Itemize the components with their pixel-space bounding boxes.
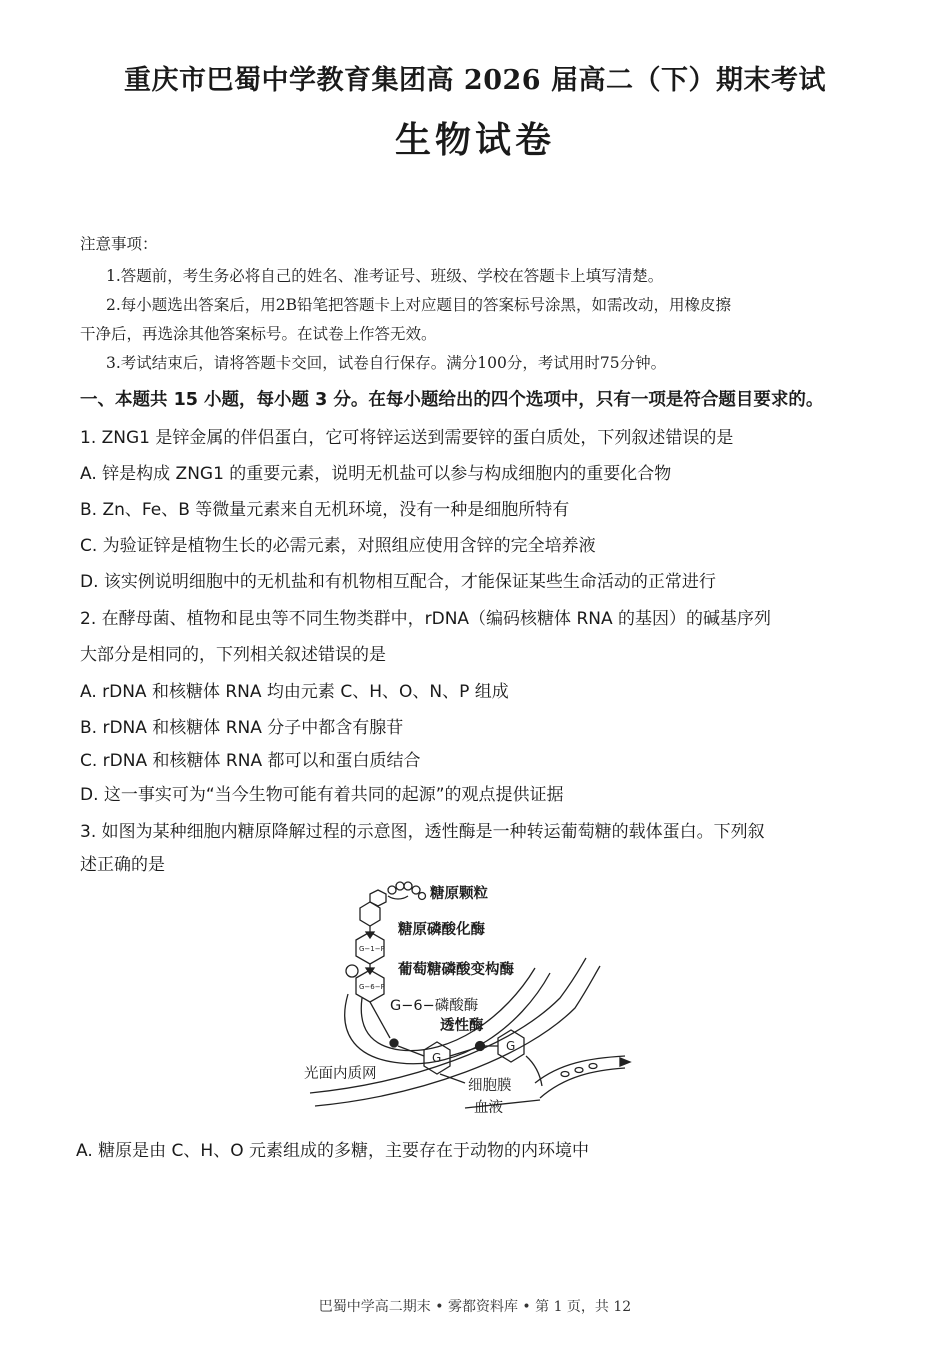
q2-option-b: B. rDNA 和核糖体 RNA 分子中都含有腺苷	[80, 718, 404, 738]
notice-item-3: 3.考试结束后，请将答题卡交回，试卷自行保存。满分100分，考试用时75分钟。	[106, 354, 667, 372]
notice-item-2-line-2: 干净后，再选涂其他答案标号。在试卷上作答无效。	[80, 325, 437, 343]
glucose-right-label: G	[506, 1039, 516, 1053]
page-footer: 巴蜀中学高二期末 • 雾都资料库 • 第 1 页，共 12	[318, 1299, 632, 1315]
q2-stem-line-2: 大部分是相同的，下列相关叙述错误的是	[80, 645, 386, 665]
notice-item-2-line-1: 2.每小题选出答案后，用2B铅笔把答题卡上对应题目的答案标号涂黑，如需改动，用橡皮擦	[106, 296, 732, 314]
q1-option-b: B. Zn、Fe、B 等微量元素来自无机环境，没有一种是细胞所特有	[80, 500, 570, 520]
label-glycogen-phosphorylase: 糖原磷酸化酶	[398, 922, 485, 938]
exam-subtitle: 生物试卷	[394, 119, 555, 161]
permease-icon	[476, 1042, 485, 1051]
q1-option-c: C. 为验证锌是植物生长的必需元素，对照组应使用含锌的完全培养液	[80, 536, 596, 556]
label-g6-phosphatase: G−6−磷酸酶	[390, 998, 479, 1014]
q3-stem-line-2: 述正确的是	[80, 855, 165, 875]
glucose-left-label: G	[432, 1051, 442, 1065]
q3-option-a: A. 糖原是由 C、H、O 元素组成的多糖，主要存在于动物的内环境中	[76, 1141, 589, 1161]
label-glycogen-granule: 糖原颗粒	[430, 886, 488, 902]
section-heading: 一、本题共 15 小题，每小题 3 分。在每小题给出的四个选项中，只有一项是符合题目要求的。	[80, 390, 824, 410]
glycogen-granule-icon	[370, 882, 426, 906]
label-smooth-er: 光面内质网	[304, 1066, 377, 1082]
q1-stem: 1. ZNG1 是锌金属的伴侣蛋白，它可将锌运送到需要锌的蛋白质处，下列叙述错误的是	[80, 428, 734, 448]
g6-phosphatase-icon	[390, 1039, 398, 1047]
q2-option-c: C. rDNA 和核糖体 RNA 都可以和蛋白质结合	[80, 751, 421, 771]
notice-item-1: 1.答题前，考生务必将自己的姓名、准考证号、班级、学校在答题卡上填写清楚。	[106, 267, 664, 285]
q1-option-a: A. 锌是构成 ZNG1 的重要元素，说明无机盐可以参与构成细胞内的重要化合物	[80, 464, 672, 484]
g1p-label: G−1−P	[359, 945, 385, 953]
g6p-label: G−6−P	[359, 983, 385, 991]
phosphate-icon	[346, 965, 358, 977]
label-cell-membrane: 细胞膜	[468, 1078, 512, 1094]
label-permease: 透性酶	[440, 1018, 484, 1034]
q3-stem-line-1: 3. 如图为某种细胞内糖原降解过程的示意图，透性酶是一种转运葡萄糖的载体蛋白。下列叙	[80, 822, 765, 842]
label-blood: 血液	[474, 1100, 503, 1116]
q2-option-d: D. 这一事实可为“当今生物可能有着共同的起源”的观点提供证据	[80, 785, 564, 805]
glucose-unit-icon	[360, 902, 380, 926]
q1-option-d: D. 该实例说明细胞中的无机盐和有机物相互配合，才能保证某些生命活动的正常进行	[80, 572, 716, 592]
notice-heading: 注意事项：	[80, 235, 158, 253]
q2-stem-line-1: 2. 在酵母菌、植物和昆虫等不同生物类群中，rDNA（编码核糖体 RNA 的基因）的碱基序列	[80, 609, 772, 629]
glycogen-degradation-figure	[290, 878, 640, 1118]
exam-title: 重庆市巴蜀中学教育集团高 2026 届高二（下）期末考试	[124, 65, 826, 96]
q2-option-a: A. rDNA 和核糖体 RNA 均由元素 C、H、O、N、P 组成	[80, 682, 509, 702]
label-glucose-phosphomutase: 葡萄糖磷酸变构酶	[398, 962, 514, 978]
